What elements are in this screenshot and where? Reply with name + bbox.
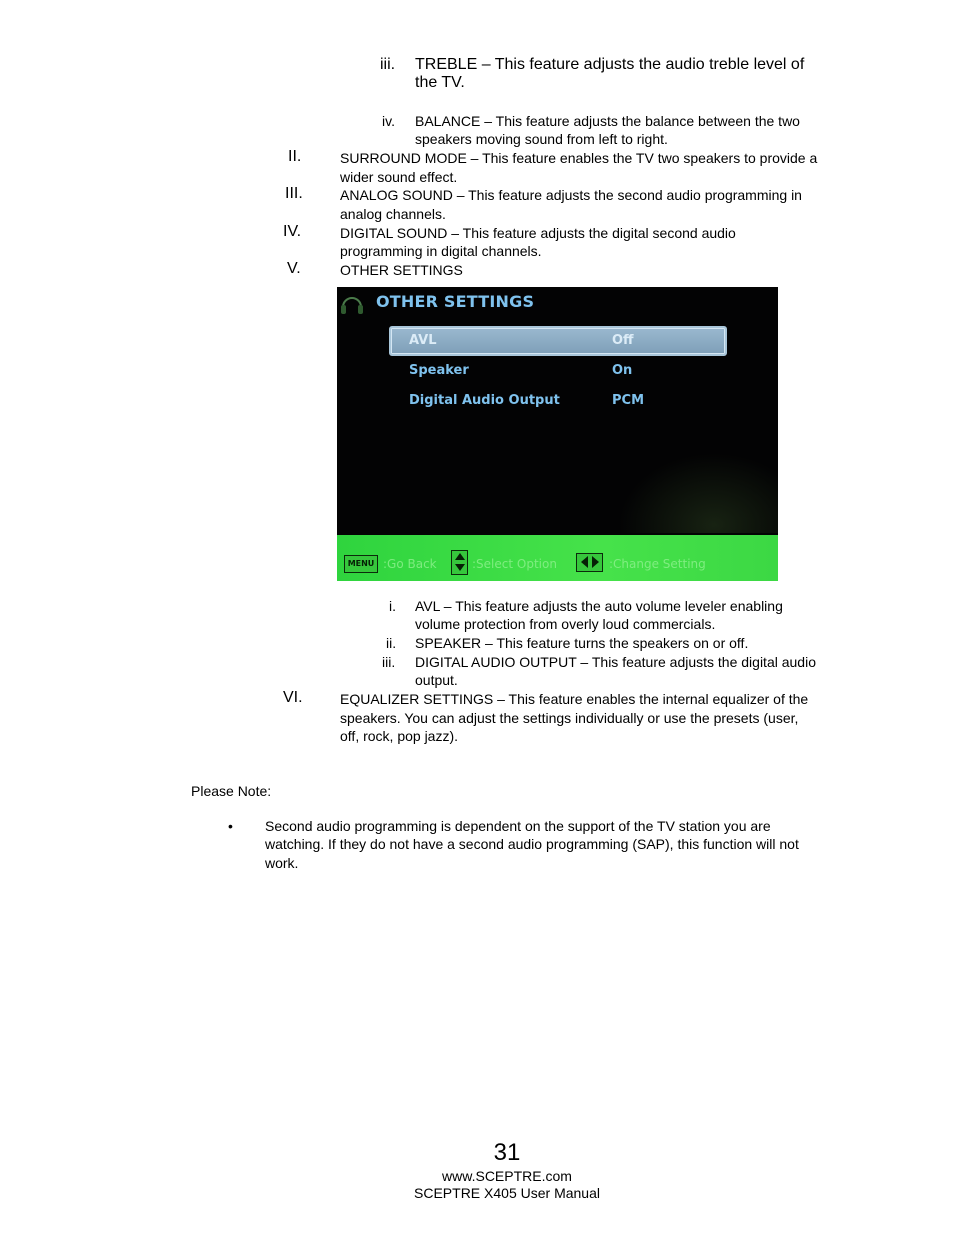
menu-value-speaker: On [612, 363, 633, 378]
list-marker: iii. [382, 654, 396, 670]
menu-hint-bar [337, 535, 778, 581]
digital-audio-output-description-cont: output. [415, 672, 458, 688]
list-marker: IV. [283, 223, 302, 240]
up-down-arrows-icon [451, 550, 468, 575]
list-marker: ii. [386, 635, 397, 651]
digital-description: DIGITAL SOUND – This feature adjusts the digital second audio [340, 225, 736, 241]
note-text-cont2: work. [265, 855, 299, 871]
note-heading: Please Note: [191, 783, 272, 799]
go-back-hint: :Go Back [383, 557, 437, 571]
list-marker: VI. [283, 689, 303, 706]
equalizer-description: EQUALIZER SETTINGS – This feature enables the internal equalizer of the [340, 691, 809, 707]
bullet-marker: • [228, 818, 233, 834]
list-marker: III. [285, 185, 303, 202]
menu-title: OTHER SETTINGS [376, 292, 535, 311]
digital-description-cont: programming in digital channels. [340, 243, 542, 259]
other-settings-menu-screenshot [337, 287, 778, 581]
surround-description: SURROUND MODE – This feature enables the TV two speakers to provide a [340, 150, 818, 166]
equalizer-description-cont: speakers. You can adjust the settings individually or use the presets (user, [340, 710, 799, 726]
list-marker: iii. [380, 56, 396, 73]
menu-value-digital-audio-output: PCM [612, 393, 645, 408]
menu-value-avl: Off [612, 333, 634, 348]
list-marker: iv. [382, 113, 395, 129]
list-marker: II. [288, 148, 302, 165]
list-marker: i. [389, 598, 396, 614]
other-settings-heading: OTHER SETTINGS [340, 262, 463, 278]
note-text-cont: watching. If they do not have a second audio programming (SAP), this function will not [265, 836, 799, 852]
note-text: Second audio programming is dependent on the support of the TV station you are [265, 818, 771, 834]
footer-url: www.SCEPTRE.com [442, 1168, 572, 1184]
footer-manual-title: SCEPTRE X405 User Manual [414, 1185, 600, 1201]
analog-description: ANALOG SOUND – This feature adjusts the second audio programming in [340, 187, 802, 203]
left-right-arrows-icon [576, 553, 603, 572]
menu-item-speaker[interactable]: Speaker [409, 363, 469, 378]
selection-highlight [389, 326, 727, 356]
avl-description-cont: volume protection from overly loud commercials. [415, 616, 716, 632]
page-number: 31 [493, 1139, 521, 1166]
treble-description: TREBLE – This feature adjusts the audio treble level of [415, 56, 805, 73]
change-setting-hint: :Change Setting [609, 557, 706, 571]
headphones-icon [339, 291, 365, 317]
balance-description: BALANCE – This feature adjusts the balance between the two [415, 113, 800, 129]
balance-description-cont: speakers moving sound from left to right. [415, 131, 668, 147]
screen-glare [618, 453, 778, 533]
digital-audio-output-description: DIGITAL AUDIO OUTPUT – This feature adjusts the digital audio [415, 654, 816, 670]
list-marker: V. [287, 260, 301, 277]
avl-description: AVL – This feature adjusts the auto volume leveler enabling [415, 598, 783, 614]
menu-key-icon: MENU [344, 555, 378, 573]
surround-description-cont: wider sound effect. [340, 169, 458, 185]
speaker-description: SPEAKER – This feature turns the speakers on or off. [415, 635, 749, 651]
equalizer-description-cont2: off, rock, pop jazz). [340, 728, 459, 744]
treble-description-cont: the TV. [415, 74, 465, 91]
select-option-hint: :Select Option [472, 557, 557, 571]
menu-item-avl[interactable]: AVL [409, 333, 437, 348]
analog-description-cont: analog channels. [340, 206, 446, 222]
menu-item-digital-audio-output[interactable]: Digital Audio Output [409, 393, 560, 408]
